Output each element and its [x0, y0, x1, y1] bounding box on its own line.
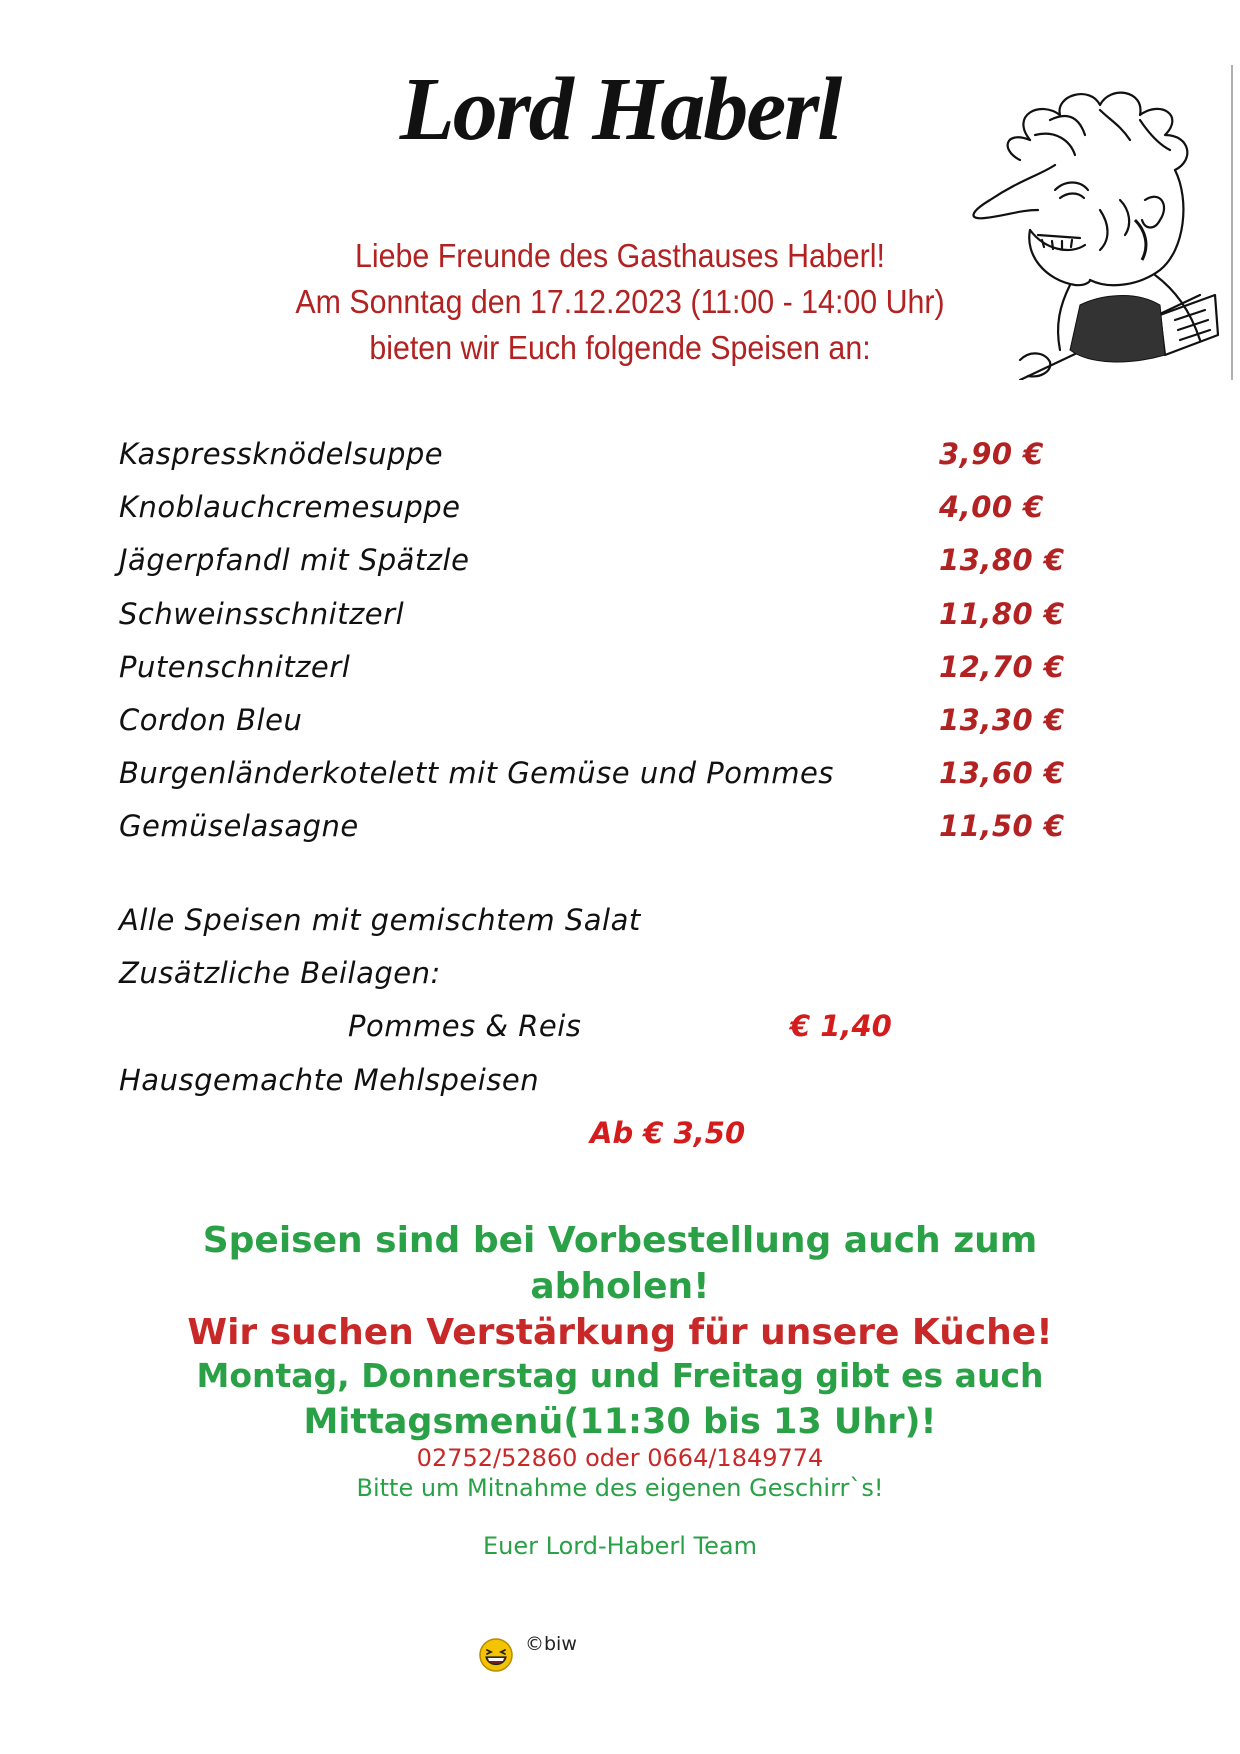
menu-item [119, 490, 1079, 530]
intro-line: Am Sonntag den 17.12.2023 (11:00 - 14:00 Uhr) [295, 283, 945, 320]
salad-note: Alle Speisen mit gemischtem Salat [119, 903, 641, 937]
menu-item-name: Jägerpfandl mit Spätzle [119, 543, 470, 577]
menu-item-name: Knoblauchcremesuppe [119, 490, 461, 524]
lunch-notice [100, 1353, 1140, 1445]
sides-price: € 1,40 [790, 1009, 892, 1043]
menu-item-price: 3,90 € [939, 437, 1044, 471]
intro-line: bieten wir Euch folgende Speisen an: [369, 329, 871, 366]
laughing-smiley-icon [478, 1637, 514, 1673]
menu-item-name: Kaspressknödelsuppe [119, 437, 444, 471]
menu-item-name: Schweinsschnitzerl [119, 597, 405, 631]
desserts-note: Hausgemachte Mehlspeisen [119, 1063, 540, 1097]
copyright: ©biw [525, 1633, 577, 1655]
sides-label: Zusätzliche Beilagen: [119, 956, 441, 990]
pickup-notice [100, 1218, 1140, 1310]
menu-item-price: 4,00 € [939, 490, 1044, 524]
desserts-price: Ab € 3,50 [590, 1116, 746, 1150]
lunch-line: Montag, Donnerstag und Freitag gibt es auch [196, 1356, 1044, 1395]
pickup-line: abholen! [530, 1266, 710, 1307]
menu-item [119, 650, 1079, 690]
menu-item-price: 11,80 € [939, 597, 1065, 631]
menu-item-price: 12,70 € [939, 650, 1065, 684]
phone-number: 02752/52860 oder 0664/1849774 [416, 1444, 824, 1472]
lunch-line: Mittagsmenü(11:30 bis 13 Uhr)! [303, 1402, 937, 1442]
intro-text [234, 233, 1007, 371]
menu-item-name: Gemüselasagne [119, 809, 359, 843]
dishes-note: Bitte um Mitnahme des eigenen Geschirr`s! [356, 1474, 884, 1502]
signature: Euer Lord-Haberl Team [483, 1532, 757, 1560]
menu-item-name: Cordon Bleu [119, 703, 303, 737]
menu-item-name: Putenschnitzerl [119, 650, 351, 684]
pickup-line: Speisen sind bei Vorbestellung auch zum [202, 1220, 1038, 1261]
menu-item [119, 703, 1079, 743]
divider [1231, 65, 1233, 380]
menu-item [119, 543, 1079, 583]
page-title: Lord Haberl [399, 60, 841, 159]
intro-line: Liebe Freunde des Gasthauses Haberl! [355, 237, 885, 274]
menu-item [119, 597, 1079, 637]
menu-item [119, 756, 1079, 796]
menu-item-price: 13,80 € [939, 543, 1065, 577]
menu-item-price: 13,60 € [939, 756, 1065, 790]
menu-item-price: 13,30 € [939, 703, 1065, 737]
sides-item: Pommes & Reis [348, 1009, 582, 1043]
menu-item [119, 809, 1079, 849]
menu-item [119, 437, 1079, 477]
kitchen-notice: Wir suchen Verstärkung für unsere Küche! [187, 1312, 1053, 1353]
menu-item-name: Burgenländerkotelett mit Gemüse und Pommes [119, 756, 834, 790]
menu-item-price: 11,50 € [939, 809, 1065, 843]
